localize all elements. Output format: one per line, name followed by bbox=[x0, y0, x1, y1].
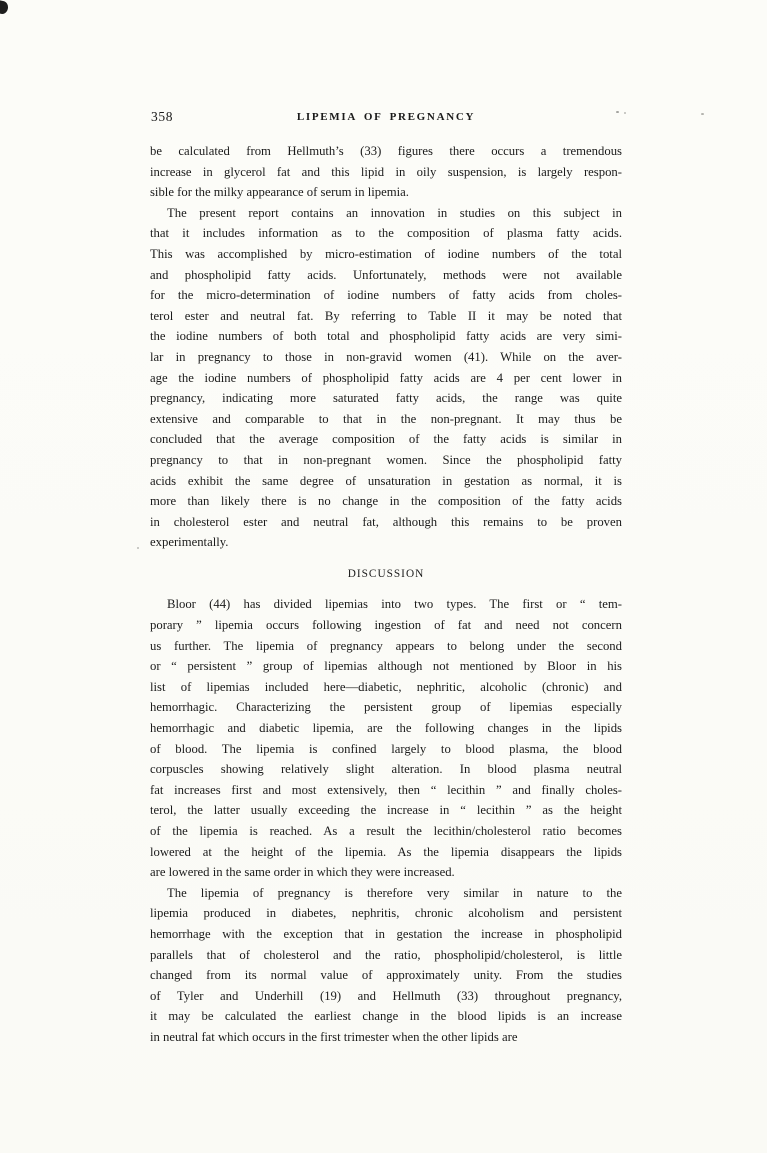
text-line: hemorrhage with the exception that in gestation the increase in phospholipid bbox=[150, 926, 622, 941]
text-line: lowered at the height of the lipemia. As the lipemia disappears the lipids bbox=[150, 844, 622, 859]
section-heading-discussion: DISCUSSION bbox=[347, 567, 425, 580]
scan-artifact-speck bbox=[624, 112, 626, 114]
paragraph-2 bbox=[150, 203, 622, 553]
paragraph-4 bbox=[150, 883, 622, 1048]
text-line: concluded that the average composition of the fatty acids is similar in bbox=[150, 432, 622, 447]
text-line: us further. The lipemia of pregnancy appears to belong under the second bbox=[150, 638, 622, 653]
body-text bbox=[150, 141, 622, 1048]
text-line: sible for the milky appearance of serum in lipemia. bbox=[150, 185, 409, 200]
text-line: or “ persistent ” group of lipemias although not mentioned by Bloor in his bbox=[150, 659, 622, 674]
text-line: that it includes information as to the composition of plasma fatty acids. bbox=[150, 226, 622, 241]
text-line: changed from its normal value of approximately unity. From the studies bbox=[150, 968, 622, 983]
text-line: for the micro-determination of iodine numbers of fatty acids from choles- bbox=[150, 288, 622, 303]
text-line: porary ” lipemia occurs following ingestion of fat and need not concern bbox=[150, 618, 622, 633]
text-line: in cholesterol ester and neutral fat, although this remains to be proven bbox=[150, 514, 622, 529]
text-line: acids exhibit the same degree of unsaturation in gestation as normal, it is bbox=[150, 473, 622, 488]
page-number: 358 bbox=[151, 109, 174, 124]
text-line: it may be calculated the earliest change in the blood lipids is an increase bbox=[150, 1009, 622, 1024]
text-line: and phospholipid fatty acids. Unfortunately, methods were not available bbox=[150, 267, 622, 282]
text-line: more than likely there is no change in the composition of the fatty acids bbox=[150, 494, 622, 509]
text-line: be calculated from Hellmuth’s (33) figures there occurs a tremendous bbox=[150, 144, 622, 158]
scan-artifact-corner bbox=[0, 0, 9, 15]
text-line: hemorrhagic and diabetic lipemia, are the following changes in the lipids bbox=[150, 721, 622, 736]
text-line: fat increases first and most extensively, then “ lecithin ” and finally choles- bbox=[150, 782, 622, 797]
text-line: This was accomplished by micro-estimation of iodine numbers of the total bbox=[150, 246, 622, 261]
text-line: lar in pregnancy to those in non-gravid women (41). While on the aver- bbox=[150, 349, 622, 364]
text-line: extensive and comparable to that in the non-pregnant. It may thus be bbox=[150, 411, 622, 426]
text-line: pregnancy to that in non-pregnant women. Since the phospholipid fatty bbox=[150, 452, 622, 467]
text-line: Bloor (44) has divided lipemias into two types. The first or “ tem- bbox=[167, 597, 622, 612]
text-line: age the iodine numbers of phospholipid fatty acids are 4 per cent lower in bbox=[150, 370, 622, 385]
text-line: terol ester and neutral fat. By referring to Table II it may be noted that bbox=[150, 308, 622, 323]
text-line: of the lipemia is reached. As a result the lecithin/cholesterol ratio becomes bbox=[150, 824, 622, 838]
paragraph-3 bbox=[150, 594, 622, 882]
text-line: hemorrhagic. Characterizing the persistent group of lipemias especially bbox=[150, 700, 622, 715]
text-line: terol, the latter usually exceeding the increase in “ lecithin ” as the height bbox=[150, 803, 622, 818]
running-title: LIPEMIA OF PREGNANCY bbox=[296, 111, 476, 123]
text-line: of blood. The lipemia is confined largely to blood plasma, the blood bbox=[150, 741, 622, 756]
page-header bbox=[150, 110, 622, 123]
text-line: of Tyler and Underhill (19) and Hellmuth (33) throughout pregnancy, bbox=[150, 988, 622, 1003]
text-line: parallels that of cholesterol and the ratio, phospholipid/cholesterol, is little bbox=[150, 947, 622, 962]
text-line: increase in glycerol fat and this lipid in oily suspension, is largely respon- bbox=[150, 164, 622, 179]
scan-artifact-speck bbox=[701, 113, 704, 115]
scan-artifact-speck bbox=[137, 547, 139, 549]
text-line: lipemia produced in diabetes, nephritis, chronic alcoholism and persistent bbox=[150, 906, 622, 921]
text-line: the iodine numbers of both total and phospholipid fatty acids are very simi- bbox=[150, 329, 622, 344]
text-line: experimentally. bbox=[150, 535, 229, 550]
text-line: list of lipemias included here—diabetic, nephritic, alcoholic (chronic) and bbox=[150, 679, 622, 694]
text-line: are lowered in the same order in which they were increased. bbox=[150, 865, 455, 880]
text-line: The present report contains an innovation in studies on this subject in bbox=[167, 205, 622, 220]
text-line: in neutral fat which occurs in the first trimester when the other lipids are bbox=[150, 1029, 518, 1044]
text-line: corpuscles showing relatively slight alteration. In blood plasma neutral bbox=[150, 762, 622, 777]
text-line: The lipemia of pregnancy is therefore very similar in nature to the bbox=[167, 885, 622, 900]
paragraph-1 bbox=[150, 141, 622, 203]
text-line: pregnancy, indicating more saturated fatty acids, the range was quite bbox=[150, 391, 622, 406]
